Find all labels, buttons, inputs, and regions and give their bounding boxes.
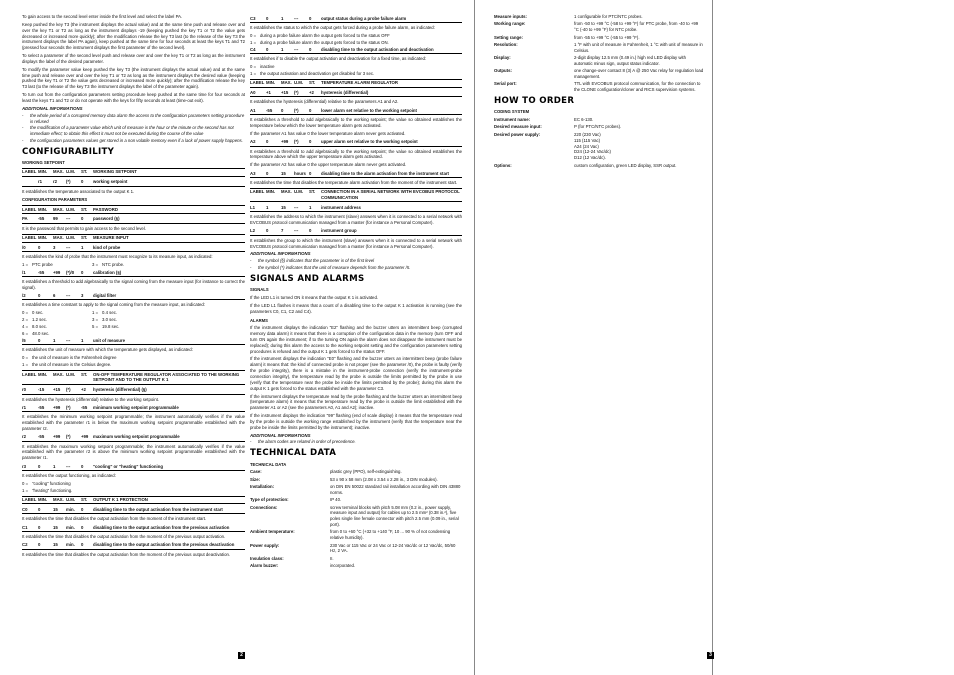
intro-paragraph: To gain access to the second level enter inside the first level and select the label PA.	[22, 14, 183, 19]
param-row-pa: PA -55 99 --- 0 password (§)	[22, 216, 245, 224]
param-row-min-setpoint: r1 -55 +99 (*) -55 minimum working setpoint programmable	[22, 404, 245, 412]
param-table-header: LABEL MIN. MAX. U.M. ST. OUTPUT K 1 PROTECTION	[22, 496, 245, 505]
param-table-header: LABEL MIN. MAX. U.M. ST. PASSWORD	[22, 205, 245, 214]
signals-subheading: SIGNALS	[250, 287, 269, 293]
alarm-paragraph: If the instrument displays the indication "E0" flashing and the buzzer utters an intermittent beep (probe failure alarm) it means that: the kind of connected probe is not proper (see the parameter /0), the probe is faulty (verify the probe integrity), there is a mistake in the instrument-probe connection (verify the instrument-probe connection integrity), the temperature read by the probe is outside the limits permitted by the probe in use (verify that the temperature near the probe be inside the limits permitted by the probe); during this alarm the output K 1 gets forced to the status established with the parameter C3.	[250, 356, 462, 391]
alarm-paragraph: If the instrument displays the indication "99" flashing (end of scale display) it means that the temperature read by the probe is outside the working range established by the instrument (verify that the temperature near the probe be inside the limits permitted by the instrument); inactive.	[250, 413, 462, 430]
spec-row: Power supply: 230 Vac or 115 Vac or 24 Vac or 12-24 Vac/dc or 12 Vac/dc, 50/60 Hz, 2 VA.	[250, 542, 456, 554]
option-list: 4 = 8.0 sec. 5 = 19.8 sec.	[22, 323, 120, 329]
param-description: It establishes the minimum working setpoint programmable; the instrument automatically verifies if the value established with the parameter r1 is below the maximum working setpoint programmable established with the parameter r2.	[22, 414, 245, 431]
intro-paragraph: To modify the parameter value keep pushed the key T3 (the instrument displays the actual value) and at the same time push and release over and over the key T1 or T2 as long as the instrument displays the desired value (keeping pushed the key T1 or T2 the value gets decreased or increased more quickly); after the modification release the key T3 last (to the release of the key T3 the instrument displays the label of the parameter again).	[22, 66, 245, 90]
param-row-a2: A2 0 +99 (*) 0 upper alarm set relative to the working setpoint	[250, 139, 462, 147]
spec-row: Display: 2-digit display 12.5 mm (0.49 in.) high red LED display with automatic minus sign, output status indicator.	[494, 55, 687, 66]
spec-row: Outputs: one change-over contact 8 (3) A @ 250 Vac relay for regulation load management.	[494, 68, 704, 80]
column-1	[22, 14, 245, 559]
signal-paragraph: If the LED L1 flashes it means that a count of a disabling time to the output K 1 activation is running (see the parameters C0, C1, C2 and C4).	[250, 302, 462, 314]
order-row: Desired measure input: P (for PTC/NTC probes).	[494, 124, 622, 130]
option-list: 2 = 1.2 sec. 3 = 3.0 sec.	[22, 317, 118, 323]
param-description: It establishes the group to which the instrument (slave) answers when it is connected to a serial network with EVCOBUS protocol communication managed from a master (for instance a Personal Computer).	[250, 237, 462, 249]
column-3	[494, 14, 704, 170]
additional-info-item: - the alarm codes are related in order of precedence.	[250, 439, 356, 445]
order-row: Options: custom configuration, green LED display, SSR output.	[494, 162, 677, 168]
param-row-c1: C1 0 15 min. 0 disabling time to the output activation from the previous activation	[22, 524, 245, 532]
additional-info-item: - the symbol (*) indicates that the unit of measure depends from the parameter /5.	[250, 265, 411, 271]
option-list: 1 = the output activation and deactivation get disabled for 3 sec.	[250, 70, 375, 76]
param-description: It establishes the time that disables the output activation from the moment of the previous output deactivation.	[22, 551, 231, 557]
param-row-cooling-heating: r3 0 1 --- 0 "cooling" or "heating" functioning	[22, 463, 245, 471]
option-list: 0 = 0 sec. 1 = 0.4 sec.	[22, 310, 118, 316]
additional-info-item: - the whole period of a corrupted memory data alarm the access to the configuration parameters setting procedure is refused	[22, 112, 245, 124]
coding-system-subheading: CODING SYSTEM	[494, 109, 530, 115]
param-row-digital-filter: /2 0 6 --- 3 digital filter	[22, 293, 245, 301]
param-row-a0: A0 +1 +15 (*) +2 hysteresis (differential)	[250, 90, 462, 98]
intro-paragraph: To select a parameter of the second level push and release over and over the key T1 or T2 as long as the instrument displays the label of the desired parameter.	[22, 53, 245, 64]
param-row-l2: L2 0 7 --- 0 instrument group	[250, 228, 462, 236]
param-description: It is the password that permits to gain access to the second level.	[22, 225, 146, 231]
additional-info-item: - the configuration parameters values get stored in a non volatile memory even if a lack of power supply happens.	[22, 138, 243, 144]
technical-data-heading: TECHNICAL DATA	[250, 448, 337, 459]
param-row-setpoint: r1 r2 (*) 0 working setpoint	[22, 179, 245, 187]
spec-row: Size: 53 x 90 x 58 mm (2.08 x 3.54 x 2.28 in., 3 DIN modules).	[250, 476, 438, 482]
alarm-paragraph: If the instrument displays the temperature read by the probe flashing and the buzzer utters an intermittent beep (temperature alarm) it means that the temperature read by the probe is outside the limit established with the parameter A1 or A2 (see the parameters A0, A1 and A2); inactive.	[250, 393, 462, 411]
how-to-order-heading: HOW TO ORDER	[494, 96, 575, 107]
param-description: It establishes a time constant to apply to the signal coming from the measure input, as indicated:	[22, 302, 205, 308]
order-row: Desired power supply: 220 (230 Vac) 115 (115 Vac) A24 (24 Vac) D24 (12-24 Vac/dc) D12 (12 Vac/dc).	[494, 131, 611, 161]
signals-alarms-heading: SIGNALS AND ALARMS	[250, 274, 365, 284]
page-number-right: 3	[707, 652, 714, 659]
param-row-probe-kind: /0 0 3 --- 1 kind of probe	[22, 245, 245, 253]
spec-row: Installation: on DIN EN 50022 standard rail installation according with DIN 43880 norms.	[250, 483, 461, 495]
spec-row: Alarm buzzer: incorporated.	[250, 563, 356, 569]
param-row-max-setpoint: r2 -55 +99 (*) +99 maximum working setpoint programmable	[22, 434, 245, 442]
order-row: Instrument name: EC 6-130.	[494, 117, 594, 123]
config-params-subheading: CONFIGURATION PARAMETERS	[22, 197, 88, 203]
configurability-heading: CONFIGURABILITY	[22, 146, 115, 157]
param-description: It establishes the kind of probe that the instrument must recognize to its measure input, as indicated:	[22, 254, 213, 260]
alarms-subheading: ALARMS	[250, 317, 268, 323]
param-description: It establishes the unit of measure with which the temperature gets displayed, as indicated:	[22, 347, 193, 353]
param-row-c0: C0 0 15 min. 0 disabling time to the output activation from the instrument start	[22, 506, 245, 514]
page-edge	[712, 0, 713, 675]
param-description: It establishes the address to which the instrument (slave) answers when it is connected to a serial network with EVCOBUS protocol communication managed from a master (for instance a Personal Computer).	[250, 214, 462, 226]
spec-row: Serial port: TTL with EVCOBUS protocol communication, for the connection to the CLONE configuration/cloner and RICS supervision systems.	[494, 81, 701, 93]
param-row-c3: C3 0 1 --- 0 output status during a probe failure alarm	[250, 15, 462, 23]
option-list: 0 = during a probe failure alarm the output gets forced to the status OFF	[250, 32, 390, 38]
option-list: 1 = the unit of measure is the Celsius degree.	[22, 362, 112, 368]
spec-row: Insulation class: II.	[250, 555, 334, 561]
param-description: It establishes the hysteresis (differential) relative to the working setpoint.	[22, 396, 160, 402]
page-divider	[474, 0, 475, 675]
param-description: It establishes a threshold to add algebraically to the working setpoint; the value so obtained establishes the temperature above which the upper temperature alarm gets activated.	[250, 148, 462, 160]
additional-info-title: ADDITIONAL INFORMATIONS	[250, 432, 311, 438]
spec-row: Measure inputs: 1 configurable for PTC/NTC probes.	[494, 14, 643, 19]
param-description: If the parameter A2 has value 0 the upper temperature alarm never gets activated.	[250, 162, 407, 168]
param-row-a3: A3 0 15 hours 0 disabling time to the alarm activation from the instrument start	[250, 170, 462, 178]
spec-row: Setting range: from -55 to +99 °C (-55 to +99 °F).	[494, 34, 640, 40]
option-list: 1 = during a probe failure alarm the output gets forced to the status ON.	[250, 39, 389, 45]
signal-paragraph: If the LED L1 is turned ON it means that the output K 1 is activated.	[250, 295, 379, 301]
additional-info-item: - the modification of a parameter value which unit of measure is the hour or the minute or the second has not immediate effect; to obtain this effect it must not be executed during the course of the value	[22, 125, 234, 137]
technical-data-subheading: TECHNICAL DATA	[250, 461, 287, 467]
param-description: It establishes the temperature associated to the output K 1.	[22, 188, 135, 194]
param-row-hysteresis: r0 -15 +15 (*) +2 hysteresis (differential) (§)	[22, 387, 245, 395]
option-list: 6 = 48.0 sec.	[22, 330, 50, 336]
column-2	[250, 14, 462, 570]
additional-info-title: ADDITIONAL INFORMATIONS	[250, 251, 311, 257]
additional-info-item: - the symbol (§) indicates that the parameter is of the first level	[250, 258, 375, 264]
param-description: It establishes the time that disables the temperature alarm activation from the moment of the instrument start.	[250, 179, 458, 185]
spec-row: Working range: from -50 to +99 °C (-58 to +99 °F) for PTC probe, from -40 to +99 °C (-40 to +99 °F) for NTC probe.	[494, 21, 699, 33]
spec-row: Type of protection: IP 40.	[250, 497, 342, 503]
additional-info-title: ADDITIONAL INFORMATIONS	[22, 105, 83, 111]
param-row-c4: C4 0 1 --- 0 disabling time to the output activation and deactivation	[250, 46, 462, 54]
param-row-a1: A1 -55 0 (*) 0 lower alarm set relative to the working setpoint	[250, 107, 462, 115]
alarm-paragraph: If the instrument displays the indication "E2" flashing and the buzzer utters an intermittent beep (corrupted memory data alarm) it means that there is a corruption of the configuration data in the memory (turn OFF and turn ON again the instrument; if to the turning ON again the alarm does not disappear the instrument must be replaced); during this alarm the access to the working setpoint setting and the configuration parameters setting procedures is refused and the output K 1 gets forced to the status OFF.	[250, 325, 462, 354]
spec-row: Ambient temperature: from 0 to +60 °C (+32 to +140 °F, 10 ... 90 % of not condensing relative humidity).	[250, 529, 451, 541]
param-table-header: LABEL MIN. MAX. U.M. ST. TEMPERATURE ALARM REGULATOR	[250, 79, 462, 88]
spec-row: Case: plastic grey (PPO), self-extinguishing.	[250, 469, 402, 475]
spec-row: Connections: screw terminal blocks with pitch 5.08 mm (0.2 in., power supply, measure input and output) for cables up to 2.5 mm² (0.38 in.²), five poles single line female connector with pitch 2.5 mm (0.09 in., serial port).	[250, 504, 459, 528]
param-description: It establishes the time that disables the output activation from the moment of the instrument start.	[22, 516, 207, 522]
param-row-c2: C2 0 15 min. 0 disabling time to the output activation from the previous deactivation	[22, 542, 245, 550]
param-row-l1: L1 1 15 --- 1 instrument address	[250, 204, 462, 212]
spec-row: Resolution: 1 °F with unit of measure in Fahrenheit, 1 °C with unit of measure in Celsius.	[494, 41, 703, 53]
option-list: 0 = "cooling" functioning	[22, 480, 71, 486]
param-description: If the parameter A1 has value 0 the lower temperature alarm never gets activated.	[250, 130, 406, 136]
param-description: It establishes a threshold to add algebraically to the working setpoint; the value so obtained establishes the temperature below which the lower temperature alarm gets activated.	[250, 117, 462, 128]
param-row-calibration: /1 -55 +99 (*)/0 0 calibration (§)	[22, 269, 245, 277]
option-list: 1 = PTC probe 3 = NTC probe.	[22, 262, 125, 268]
param-table-header: LABEL MIN. MAX. U.M. ST. MEASURE INPUT	[22, 234, 245, 243]
intro-paragraph: Keep pushed the key T3 (the instrument displays the actual value) and at the same time push and release over and over the key T1 or T2 as long as the instrument displays -19 (keeping pushed the key T1 or T2 the value gets decreased or increased more quickly); after the modification release the key T3 last (to the release of the key T3 the instrument displays the label PA again), keep pushed at the same time for four seconds at least the keys T1 and T2 (pressed four seconds the instrument displays the first parameter of the second level).	[22, 21, 245, 51]
working-setpoint-subheading: WORKING SETPOINT	[22, 160, 65, 166]
page-number-left: 2	[238, 652, 245, 659]
param-row-unit: /5 0 1 --- 1 unit of measure	[22, 338, 245, 346]
param-description: It establishes the maximum working setpoint programmable; the instrument automatically verifies if the value established with the parameter r2 is above the minimum working setpoint programmable established with the parameter r1.	[22, 443, 245, 461]
param-description: It establishes the hysteresis (differential) relative to the parameters A1 and A2.	[250, 99, 399, 105]
param-description: It establishes the time that disables the output activation from the moment of the previous output activation.	[22, 533, 226, 539]
param-table-header: LABEL MIN. MAX. U.M. ST. ON-OFF TEMPERATURE REGULATOR ASSOCIATED TO THE WORKING SETPOINT AND TO THE OUTPUT K 1	[22, 370, 245, 385]
param-description: It establishes a threshold to add algebraically to the signal coming from the measure input (for instance to correct the signal).	[22, 278, 245, 290]
param-description: It establishes the status to which the output gets forced during a probe failure alarm, as indicated:	[250, 24, 435, 30]
intro-paragraph: To turn out from the configuration parameters setting procedure keep pushed at the same time for four seconds at least the keys T1 and T2 or do not operate with the keys for fifty seconds at least (time-out exit).	[22, 92, 245, 103]
param-table-header: LABEL MIN. MAX. U.M. ST. CONNECTION IN A SERIAL NETWORK WITH EVCOBUS PROTOCOL COMMUNICATION	[250, 188, 462, 203]
option-list: 1 = "heating" functioning.	[22, 487, 73, 493]
param-table-header: LABEL MIN. MAX. U.M. ST. WORKING SETPOINT	[22, 168, 245, 177]
param-description: It establishes the output functioning, as indicated:	[22, 472, 116, 478]
option-list: 0 = inactive	[250, 64, 275, 70]
option-list: 0 = the unit of measure is the Fahrenheit degree	[22, 355, 117, 361]
param-description: It establishes if to disable the output activation and deactivation for a fixed time, as indicated:	[250, 56, 427, 62]
